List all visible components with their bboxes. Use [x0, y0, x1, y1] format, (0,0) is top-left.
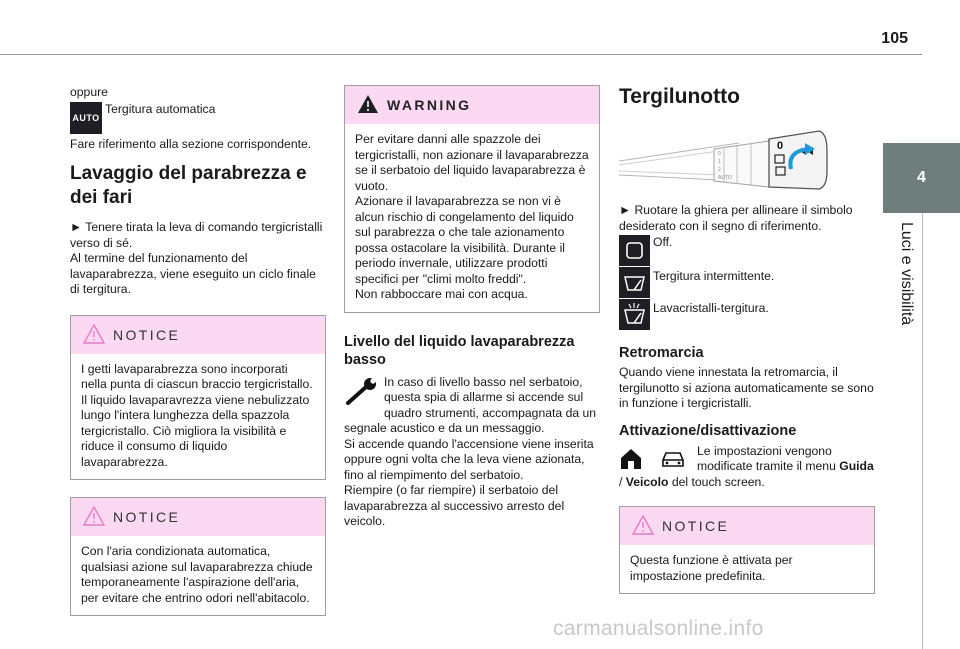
option-intermittent-label: Tergitura intermittente.: [653, 269, 775, 283]
option-off-label: Off.: [653, 235, 673, 249]
option-off-row: [619, 235, 875, 266]
chapter-title: [876, 222, 936, 392]
warning-triangle-icon: [83, 506, 105, 526]
stalk-label-0: 0: [718, 151, 721, 157]
section-heading-activation: Attivazione/disattivazione: [619, 422, 797, 439]
warning-line-2: Azionare il lavaparabrezza se non vi è alcun rischio di congelamento del liquido sul parabrezza o che tale azionamento possa ostacolare la visibilità. Durante il periodo invernale, utilizzare prodotti specifici per "climi molto freddi".: [355, 194, 574, 286]
chapter-title-text: Luci e visibilità: [898, 222, 915, 326]
activation-sep: /: [619, 474, 623, 489]
warning-triangle-icon: [357, 94, 379, 114]
activation-block: [619, 444, 875, 491]
column-1: [70, 85, 326, 616]
notice-header: [620, 507, 874, 545]
column-2: [344, 85, 600, 530]
notice-header: [71, 498, 325, 536]
stalk-label-1: 1: [718, 159, 721, 165]
option-intermittent-row: [619, 267, 875, 298]
notice-body: [71, 536, 325, 615]
column-3: [619, 85, 875, 594]
auto-row: [70, 102, 326, 134]
activation-text-a: Le impostazioni vengono modificate tramite il menu: [697, 443, 840, 473]
rear-wiper-instruction: ► Ruotare la ghiera per allineare il simbolo desiderato con il segno di riferimento.: [619, 203, 853, 233]
header-divider: [0, 54, 922, 55]
notice-1-line-2: Il liquido lavaparavrezza viene nebulizzato lungo l'intera lunghezza della spazzola tergicristallo. Ciò migliora la visibilità e riduce il consumo di liquido lavaparabrezza.: [81, 392, 310, 469]
svg-text:0: 0: [777, 140, 784, 152]
notice-label: NOTICE: [662, 518, 730, 534]
warning-header: [345, 86, 599, 124]
notice-body: [71, 354, 325, 480]
auto-label: Tergitura automatica: [105, 101, 216, 116]
section-heading-washer: Lavaggio del parabrezza e dei fari: [70, 163, 307, 208]
section-heading-rear-wiper: Tergilunotto: [619, 85, 740, 108]
rear-wiper-stalk-illustration: [619, 121, 829, 191]
notice-label: NOTICE: [113, 326, 181, 343]
rear-wiper-intermittent-icon: [619, 267, 650, 298]
option-wash-label: Lavacristalli-tergitura.: [653, 301, 769, 315]
section-heading-fluid-low: Livello del liquido lavaparabrezza basso: [344, 333, 575, 368]
notice-box-2: [70, 497, 326, 616]
warning-triangle-icon: [83, 324, 105, 344]
rear-washer-wipe-icon: [619, 299, 650, 330]
page-number: 105: [881, 30, 908, 47]
notice-label: NOTICE: [113, 509, 181, 525]
warning-triangle-icon: [632, 515, 654, 535]
chapter-tab[interactable]: 4: [883, 143, 960, 213]
warning-body: [345, 124, 599, 312]
notice-3-text: Questa funzione è attivata per impostazione predefinita.: [630, 553, 793, 583]
fluid-low-para-3: Riempire (o far riempire) il serbatoio del lavaparabrezza al successivo arresto del veicolo.: [344, 483, 565, 528]
stalk-label-auto: AUTO: [718, 175, 732, 181]
washer-para-2: Al termine del funzionamento del lavaparabrezza, viene eseguito un ciclo finale di tergitura.: [70, 251, 316, 296]
activation-text-b: del touch screen.: [668, 474, 765, 489]
notice-body: [620, 545, 874, 593]
watermark[interactable]: carmanualsonline.info: [553, 617, 764, 640]
washer-fluid-warning-icon: [344, 377, 380, 407]
warning-line-3: Non rabboccare mai con acqua.: [355, 287, 528, 301]
auto-wiper-icon: AUTO: [70, 102, 102, 134]
option-wash-row: [619, 299, 875, 330]
home-car-icons: [619, 446, 691, 472]
warning-line-1: Per evitare danni alle spazzole dei tergicristalli, non azionare il lavaparabrezza se il serbatoio del liquido lavaparabrezza è vuoto.: [355, 132, 589, 193]
wiper-off-icon: [619, 235, 650, 266]
menu-veicolo: Veicolo: [625, 474, 669, 489]
oppure-text: oppure: [70, 85, 108, 99]
refer-text: Fare riferimento alla sezione corrispondente.: [70, 136, 312, 151]
fluid-low-para-2: Si accende quando l'accensione viene inserita oppure ogni volta che la leva viene azionata, fino al riempimento del serbatoio.: [344, 436, 594, 482]
notice-box-1: [70, 315, 326, 481]
warning-label: WARNING: [387, 97, 472, 113]
menu-guida: Guida: [839, 459, 874, 473]
fluid-low-block: [344, 375, 600, 530]
section-heading-reverse: Retromarcia: [619, 345, 704, 361]
notice-1-line-1: I getti lavaparabrezza sono incorporati nella punta di ciascun braccio tergicristallo.: [81, 361, 313, 391]
notice-box-3: [619, 506, 875, 594]
notice-header: [71, 316, 325, 354]
warning-box: [344, 85, 600, 313]
washer-para-1: ► Tenere tirata la leva di comando tergicristalli verso di sé.: [70, 220, 323, 250]
side-divider: [922, 213, 923, 649]
reverse-text: Quando viene innestata la retromarcia, il tergilunotto si aziona automaticamente se sono in funzione i tergicristalli.: [619, 365, 874, 410]
stalk-label-2: 2: [718, 167, 721, 173]
fluid-low-para-1: In caso di livello basso nel serbatoio, questa spia di allarme si accende sul quadro strumenti, accompagnata da un segnale acustico e da un messaggio.: [344, 374, 597, 435]
notice-2-text: Con l'aria condizionata automatica, qualsiasi azione sul lavaparabrezza chiude temporaneamente l'aspirazione dell'aria, per evitare che entrino odori nell'abitacolo.: [81, 544, 313, 605]
